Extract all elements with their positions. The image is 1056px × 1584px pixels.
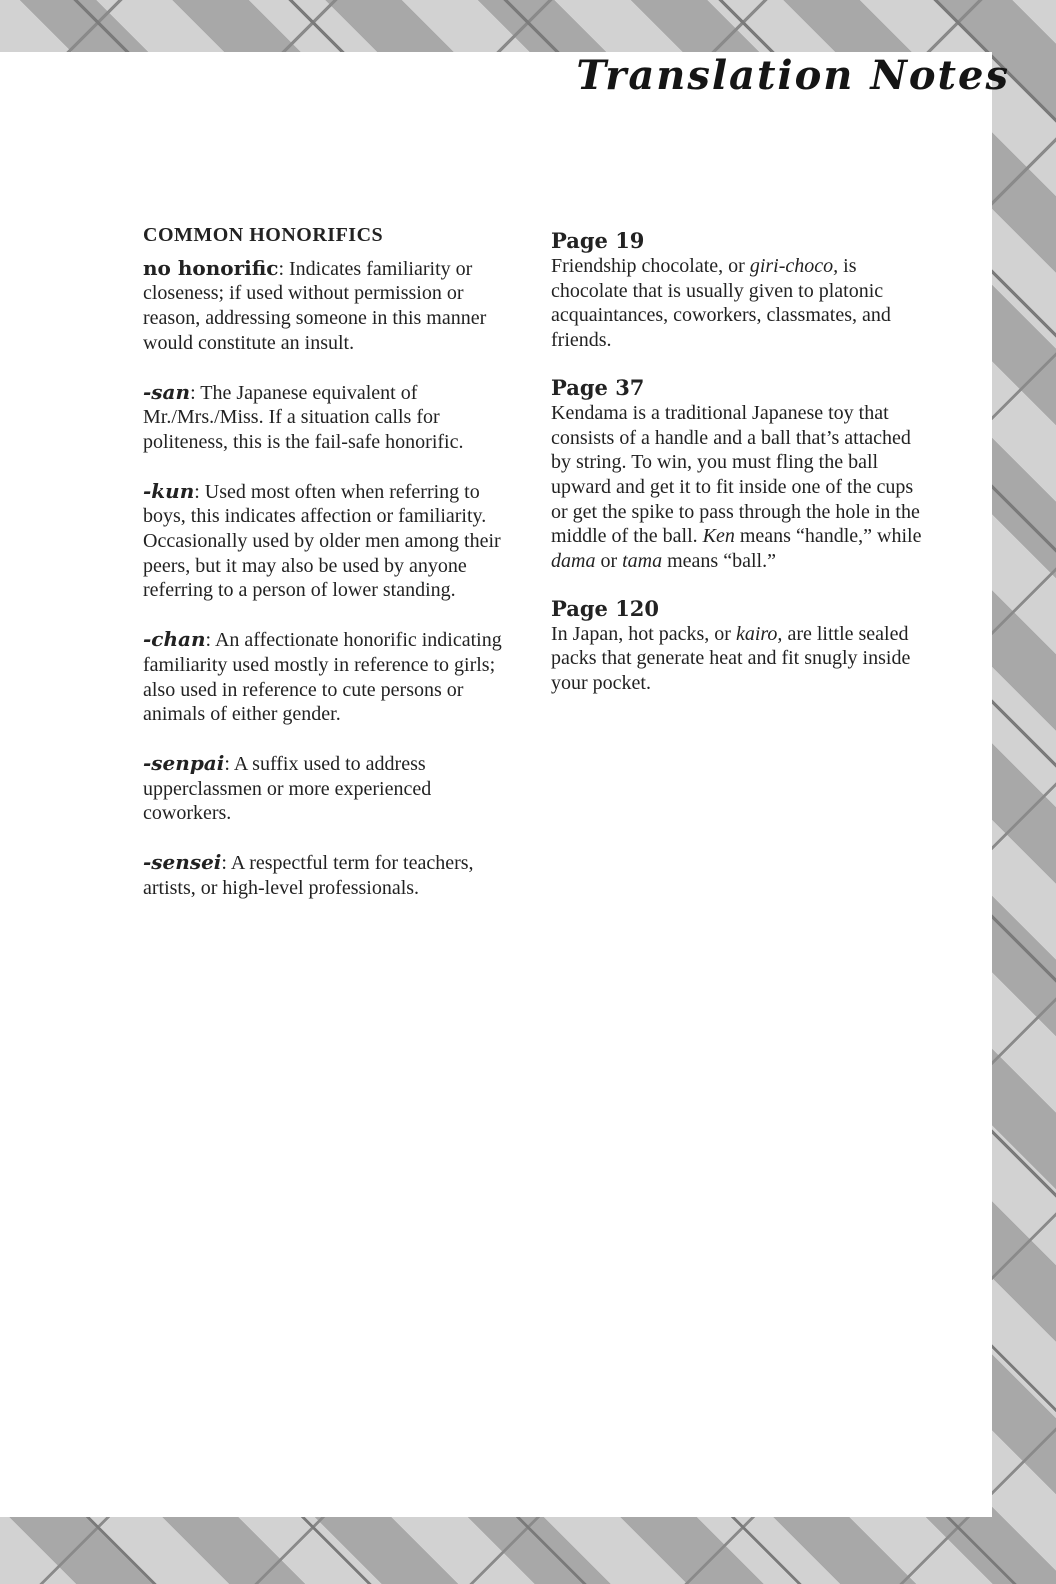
honorific-entry [143, 627, 518, 727]
note-italic-term: kairo, [735, 622, 783, 645]
note-text-segment: Friendship chocolate, or [551, 255, 750, 277]
honorific-definition: : A suffix used to address upperclassmen or more experienced coworkers. [143, 752, 432, 825]
note-text-segment: is chocolate that is usually given to platonic acquaintances, coworkers, classmates, and friends. [551, 255, 891, 352]
note-page-heading: Page 120 [551, 595, 660, 621]
honorific-definition: : Indicates familiarity or closeness; if used without permission or reason, addressing someone in this manner would constitute an insult. [143, 257, 487, 354]
honorific-entry [143, 380, 518, 455]
honorific-definition: : An affectionate honorific indicating familiarity used mostly in reference to girls; also used in reference to cute persons or animals of either gender. [143, 629, 502, 726]
note-italic-term: dama [551, 550, 596, 573]
note-page-heading: Page 37 [551, 374, 645, 400]
notes-column [551, 228, 929, 718]
honorific-entry [143, 751, 518, 826]
honorific-entry [143, 479, 518, 604]
note-text-segment: or [595, 550, 623, 573]
honorific-definition: : The Japanese equivalent of Mr./Mrs./Miss. If a situation calls for politeness, this is the fail-safe honorific. [143, 381, 464, 453]
note-italic-term: giri-choco, [749, 255, 839, 277]
honorifics-column [143, 223, 518, 924]
note-text-segment: In Japan, hot packs, or [551, 622, 736, 645]
note-text [551, 401, 929, 574]
honorific-term: -kun [143, 478, 195, 503]
honorifics-heading: COMMON HONORIFICS [143, 224, 384, 246]
note-italic-term: Ken [702, 525, 735, 548]
note-text [551, 254, 929, 353]
honorific-definition: : Used most often when referring to boys, this indicates affection or familiarity. Occasionally used by older men among their peers, but it may also be used by anyone referring to a person of lower standing. [143, 480, 501, 602]
honorific-term: no honorific [143, 255, 279, 280]
honorific-term: -sensei [143, 850, 222, 875]
honorific-term: -senpai [143, 750, 225, 775]
honorific-entry [143, 850, 518, 900]
note-text-segment: are little sealed packs that generate heat and fit snugly inside your pocket. [551, 622, 911, 695]
honorific-term: -san [143, 379, 191, 404]
honorific-entry [143, 256, 518, 356]
honorific-term: -chan [143, 627, 206, 652]
note-text-segment: means “ball.” [662, 550, 776, 573]
note-text-segment: means “handle,” while [734, 525, 922, 548]
note-page-heading: Page 19 [551, 228, 645, 253]
honorific-definition: : A respectful term for teachers, artists, or high-level professionals. [143, 852, 474, 899]
note-text-segment: Kendama is a traditional Japanese toy that consists of a handle and a ball that’s attached by string. To win, you must fling the ball upward and get it to fit inside one of the cups or get the spike to pass through the hole in the middle of the ball. [551, 401, 920, 548]
note-italic-term: tama [622, 550, 663, 573]
page-title: Translation Notes [576, 52, 1010, 99]
note-text [551, 622, 929, 696]
